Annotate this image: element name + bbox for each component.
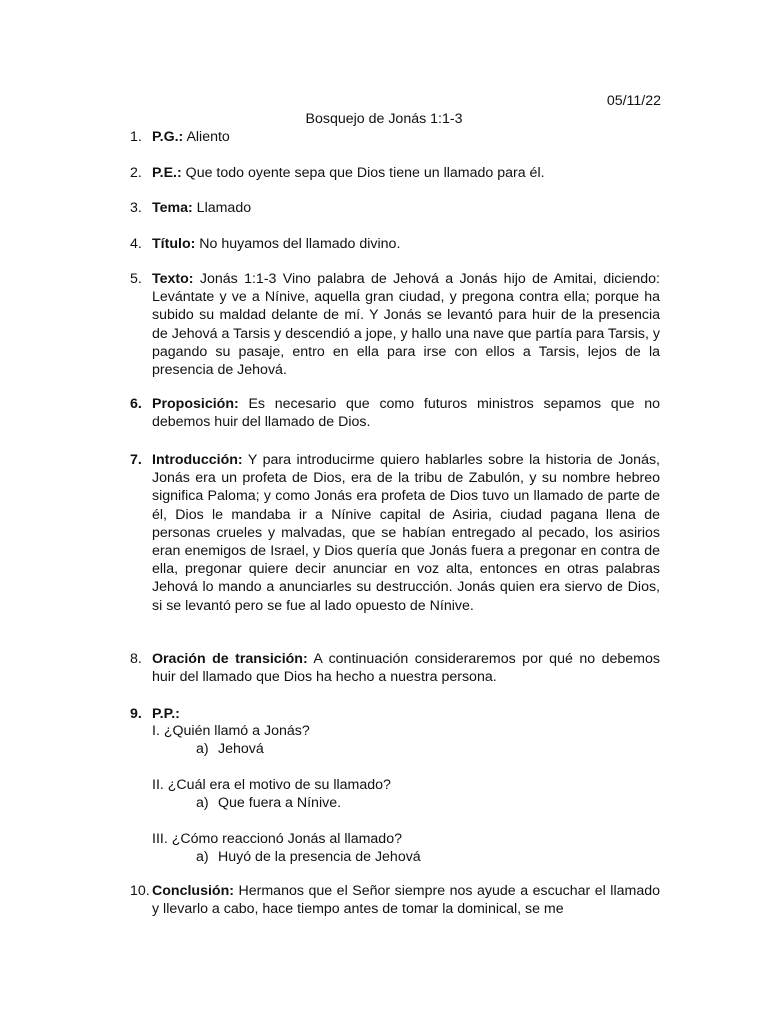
pp-answer-letter: a) [196, 795, 209, 811]
item-titulo [130, 235, 660, 253]
pp-question: I. ¿Quién llamó a Jonás? [152, 723, 310, 739]
item-pp [130, 705, 660, 723]
document-date: 05/11/22 [606, 93, 661, 109]
item-label: Oración de transición: [152, 651, 308, 667]
pp-answer-text: Jehová [218, 741, 264, 757]
item-pg [130, 128, 660, 146]
item-number: 6. [130, 396, 142, 412]
item-introduccion [130, 451, 660, 615]
item-label: P.P.: [152, 706, 180, 722]
item-oracion-transicion [130, 650, 660, 686]
item-text: Jonás 1:1-3 Vino palabra de Jehová a Jonás hijo de Amitai, diciendo: Levántate y ve a Nínive, aquella gran ciudad, y pregona contra ella; porque ha subido su maldad delante de mí. Y Jonás se levantó para huir de la presencia de Jehová a Tarsis y descendió a jope, y hallo una nave que partía para Tarsis, y pagando su pasaje, entro en ella para irse con ellos a Tarsis, lejos de la presencia de Jehová. [152, 271, 660, 379]
pp-answer [196, 848, 421, 866]
item-text: Que todo oyente sepa que Dios tiene un llamado para él. [181, 165, 545, 181]
item-label: Introducción: [152, 452, 243, 468]
item-text: Llamado [192, 200, 252, 216]
item-label: Tema: [152, 200, 193, 216]
item-texto [130, 270, 660, 379]
item-number: 5. [130, 271, 142, 287]
item-text: Y para introducirme quiero hablarles sobre la historia de Jonás, Jonás era un profeta de Dios, era de la tribu de Zabulón, y su nombre hebreo significa Paloma; y como Jonás era profeta de Dios tuvo un llamado de parte de él, Dios le mandaba ir a Nínive capital de Asiria, ciudad pagana llena de personas crueles y malvadas, que se habían entregado al pecado, los asirios eran enemigos de Israel, y Dios quería que Jonás fuera a pregonar en contra de ella, pregonar quiere decir anunciar en voz alta, entonces en otras palabras Jehová lo mando a anunciarles su destrucción. Jonás quien era siervo de Dios, si se levantó pero se fue al lado opuesto de Nínive. [152, 452, 660, 614]
item-proposicion [130, 395, 660, 431]
pp-answer [196, 794, 341, 812]
item-tema [130, 199, 660, 217]
pp-answer-text: Huyó de la presencia de Jehová [218, 849, 421, 865]
item-label: P.G.: [152, 129, 184, 145]
item-label: Título: [152, 236, 196, 252]
item-number: 3. [130, 200, 142, 216]
item-number: 2. [130, 165, 142, 181]
item-text: A continuación consideraremos por qué no debemos huir del llamado que Dios ha hecho a nuestra persona. [152, 651, 660, 686]
item-text: Hermanos que el Señor siempre nos ayude a escuchar el llamado y llevarlo a cabo, hace tiempo antes de tomar la dominical, se me [152, 883, 660, 918]
item-number: 10. [130, 883, 150, 899]
item-text: No huyamos del llamado divino. [195, 236, 401, 252]
item-number: 4. [130, 236, 142, 252]
item-text: Aliento [183, 129, 230, 145]
item-label: Conclusión: [152, 883, 234, 899]
item-number: 9. [130, 706, 142, 722]
item-label: Texto: [152, 271, 194, 287]
item-conclusion [130, 882, 660, 918]
item-pe [130, 164, 660, 182]
item-number: 7. [130, 452, 142, 468]
item-label: P.E.: [152, 165, 182, 181]
pp-answer-text: Que fuera a Nínive. [218, 795, 342, 811]
pp-answer-letter: a) [196, 741, 209, 757]
pp-question: II. ¿Cuál era el motivo de su llamado? [152, 777, 391, 793]
item-label: Proposición: [152, 396, 239, 412]
item-number: 1. [130, 129, 142, 145]
item-text: Es necesario que como futuros ministros sepamos que no debemos huir del llamado de Dios. [152, 396, 660, 431]
item-number: 8. [130, 651, 142, 667]
pp-question: III. ¿Cómo reaccionó Jonás al llamado? [152, 831, 402, 847]
document-title: Bosquejo de Jonás 1:1-3 [305, 111, 463, 127]
pp-answer-letter: a) [196, 849, 209, 865]
pp-answer [196, 740, 264, 758]
